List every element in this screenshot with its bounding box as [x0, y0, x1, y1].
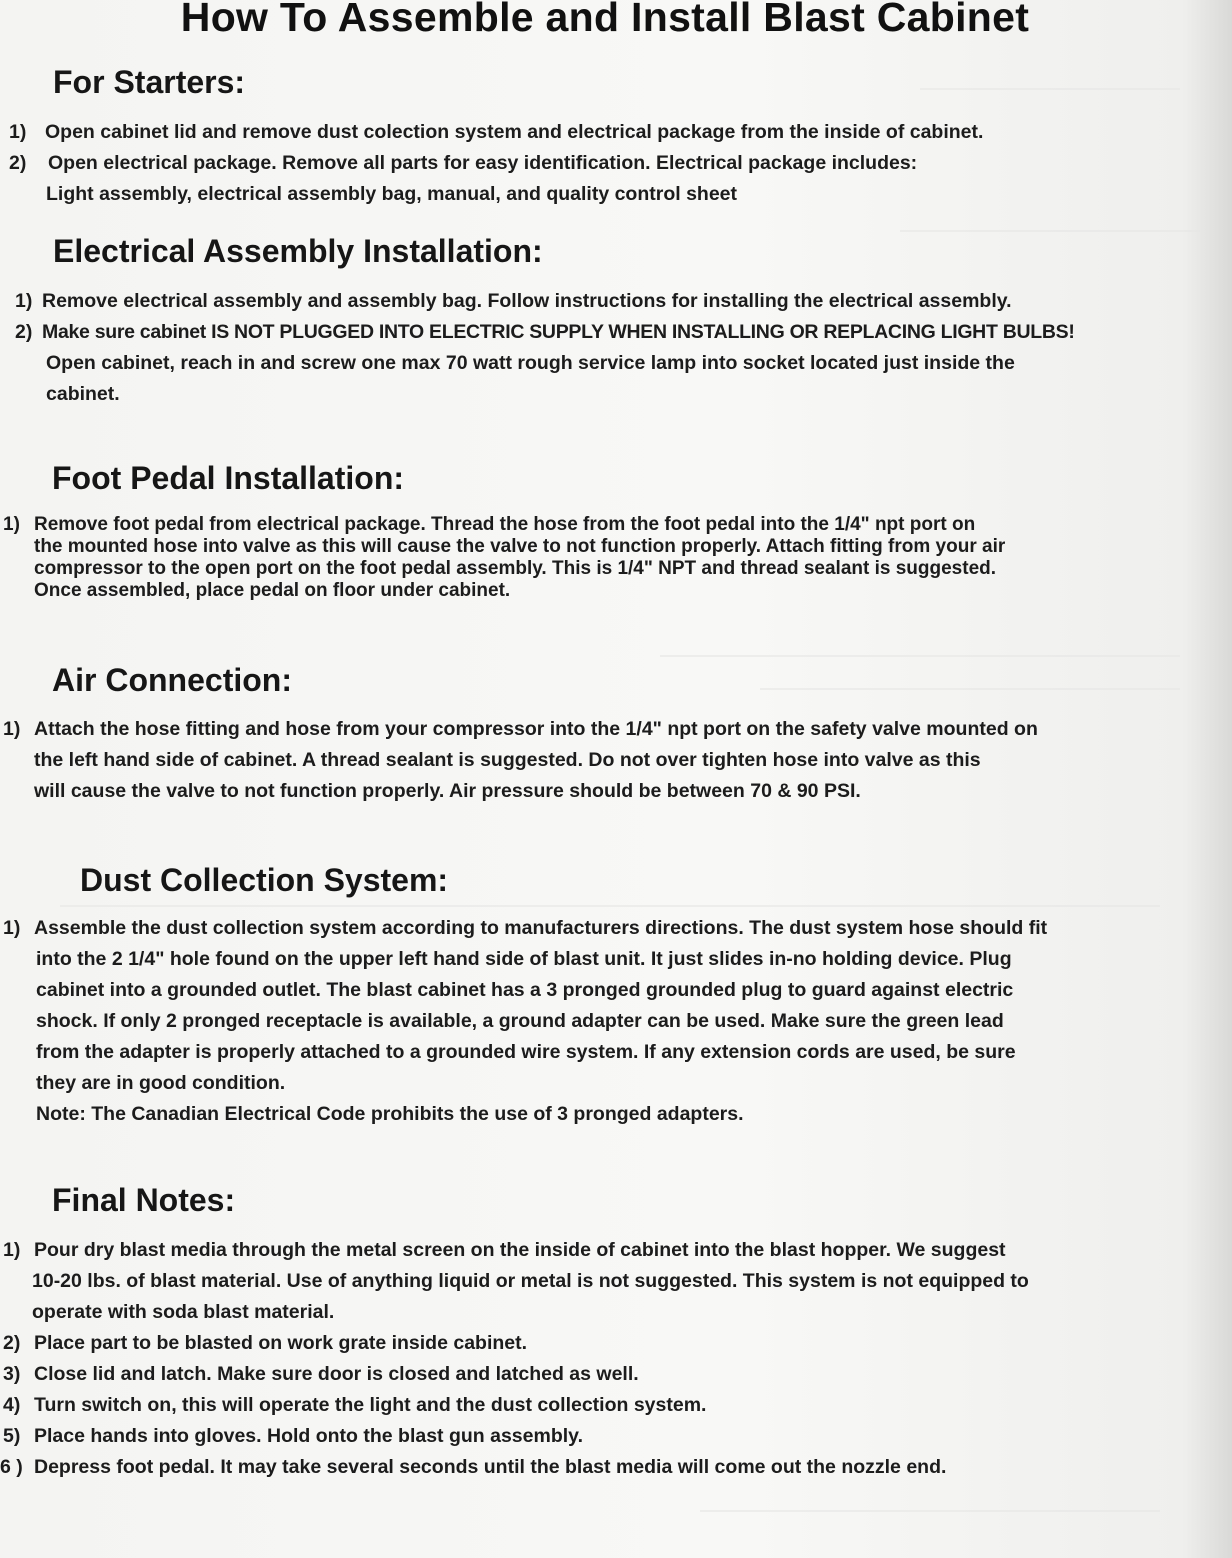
item-text: Pour dry blast media through the metal screen on the inside of cabinet into the blast hopper. We suggest: [34, 1239, 1006, 1261]
item-text: Open electrical package. Remove all parts for easy identification. Electrical package includes:: [48, 152, 918, 174]
item-text: Open cabinet, reach in and screw one max 70 watt rough service lamp into socket located just inside the: [46, 352, 1015, 374]
item-text: Turn switch on, this will operate the light and the dust collection system.: [34, 1394, 707, 1416]
item-text: Place part to be blasted on work grate inside cabinet.: [34, 1332, 528, 1354]
heading-electrical-assembly: Electrical Assembly Installation:: [53, 233, 543, 269]
item-text: Open cabinet lid and remove dust colection system and electrical package from the inside of cabinet.: [45, 121, 984, 143]
item-text: Depress foot pedal. It may take several seconds until the blast media will come out the nozzle end.: [34, 1456, 947, 1478]
item-number: 6 ): [0, 1456, 23, 1478]
item-number: 5): [3, 1425, 21, 1447]
item-number: 2): [9, 152, 27, 174]
item-text: compressor to the open port on the foot pedal assembly. This is 1/4" NPT and thread sealant is suggested.: [34, 558, 997, 579]
heading-final-notes: Final Notes:: [52, 1182, 236, 1218]
item-number: 3): [3, 1363, 21, 1385]
item-text: Close lid and latch. Make sure door is closed and latched as well.: [34, 1363, 639, 1385]
item-text: into the 2 1/4" hole found on the upper left hand side of blast unit. It just slides in-no holding device. Plug: [36, 948, 1012, 970]
item-number: 1): [9, 121, 27, 143]
item-text: 10-20 lbs. of blast material. Use of anything liquid or metal is not suggested. This system is not equipped to: [32, 1270, 1029, 1292]
item-number: 1): [3, 514, 20, 535]
item-text: Place hands into gloves. Hold onto the blast gun assembly.: [34, 1425, 583, 1447]
item-text: shock. If only 2 pronged receptacle is available, a ground adapter can be used. Make sure the green lead: [36, 1010, 1004, 1032]
item-text: the mounted hose into valve as this will cause the valve to not function properly. Attach fitting from your air: [34, 536, 1006, 557]
item-number: 2): [15, 321, 33, 343]
item-text: Light assembly, electrical assembly bag, manual, and quality control sheet: [46, 183, 738, 205]
page-title: How To Assemble and Install Blast Cabinet: [180, 0, 1030, 40]
heading-dust-collection: Dust Collection System:: [80, 862, 449, 898]
heading-for-starters: For Starters:: [53, 64, 246, 100]
item-text: cabinet into a grounded outlet. The blast cabinet has a 3 pronged grounded plug to guard against electric: [36, 979, 1014, 1001]
heading-foot-pedal: Foot Pedal Installation:: [52, 460, 405, 496]
item-text: operate with soda blast material.: [32, 1301, 335, 1323]
item-number: 1): [15, 290, 33, 312]
heading-air-connection: Air Connection:: [52, 662, 292, 698]
item-text: Attach the hose fitting and hose from your compressor into the 1/4" npt port on the safety valve mounted on: [34, 718, 1038, 740]
item-text: Once assembled, place pedal on floor under cabinet.: [34, 580, 511, 601]
item-text: Remove electrical assembly and assembly bag. Follow instructions for installing the electrical assembly.: [42, 290, 1012, 312]
item-text: they are in good condition.: [36, 1072, 286, 1094]
note-text: Note: The Canadian Electrical Code prohibits the use of 3 pronged adapters.: [36, 1103, 744, 1125]
item-text: will cause the valve to not function properly. Air pressure should be between 70 & 90 PSI.: [34, 780, 861, 802]
item-number: 4): [3, 1394, 21, 1416]
item-number: 2): [3, 1332, 21, 1354]
item-number: 1): [3, 917, 21, 939]
item-number: 1): [3, 718, 21, 740]
item-number: 1): [3, 1239, 21, 1261]
item-text: cabinet.: [46, 383, 120, 405]
item-text: Assemble the dust collection system according to manufacturers directions. The dust system hose should fit: [34, 917, 1048, 939]
item-text: Remove foot pedal from electrical package. Thread the hose from the foot pedal into the 1/4" npt port on: [34, 514, 976, 535]
item-text: Make sure cabinet IS NOT PLUGGED INTO ELECTRIC SUPPLY WHEN INSTALLING OR REPLACING LIGHT BULBS!: [42, 321, 1075, 343]
item-text: the left hand side of cabinet. A thread sealant is suggested. Do not over tighten hose into valve as this: [34, 749, 981, 771]
item-text: from the adapter is properly attached to a grounded wire system. If any extension cords are used, be sure: [36, 1041, 1016, 1063]
